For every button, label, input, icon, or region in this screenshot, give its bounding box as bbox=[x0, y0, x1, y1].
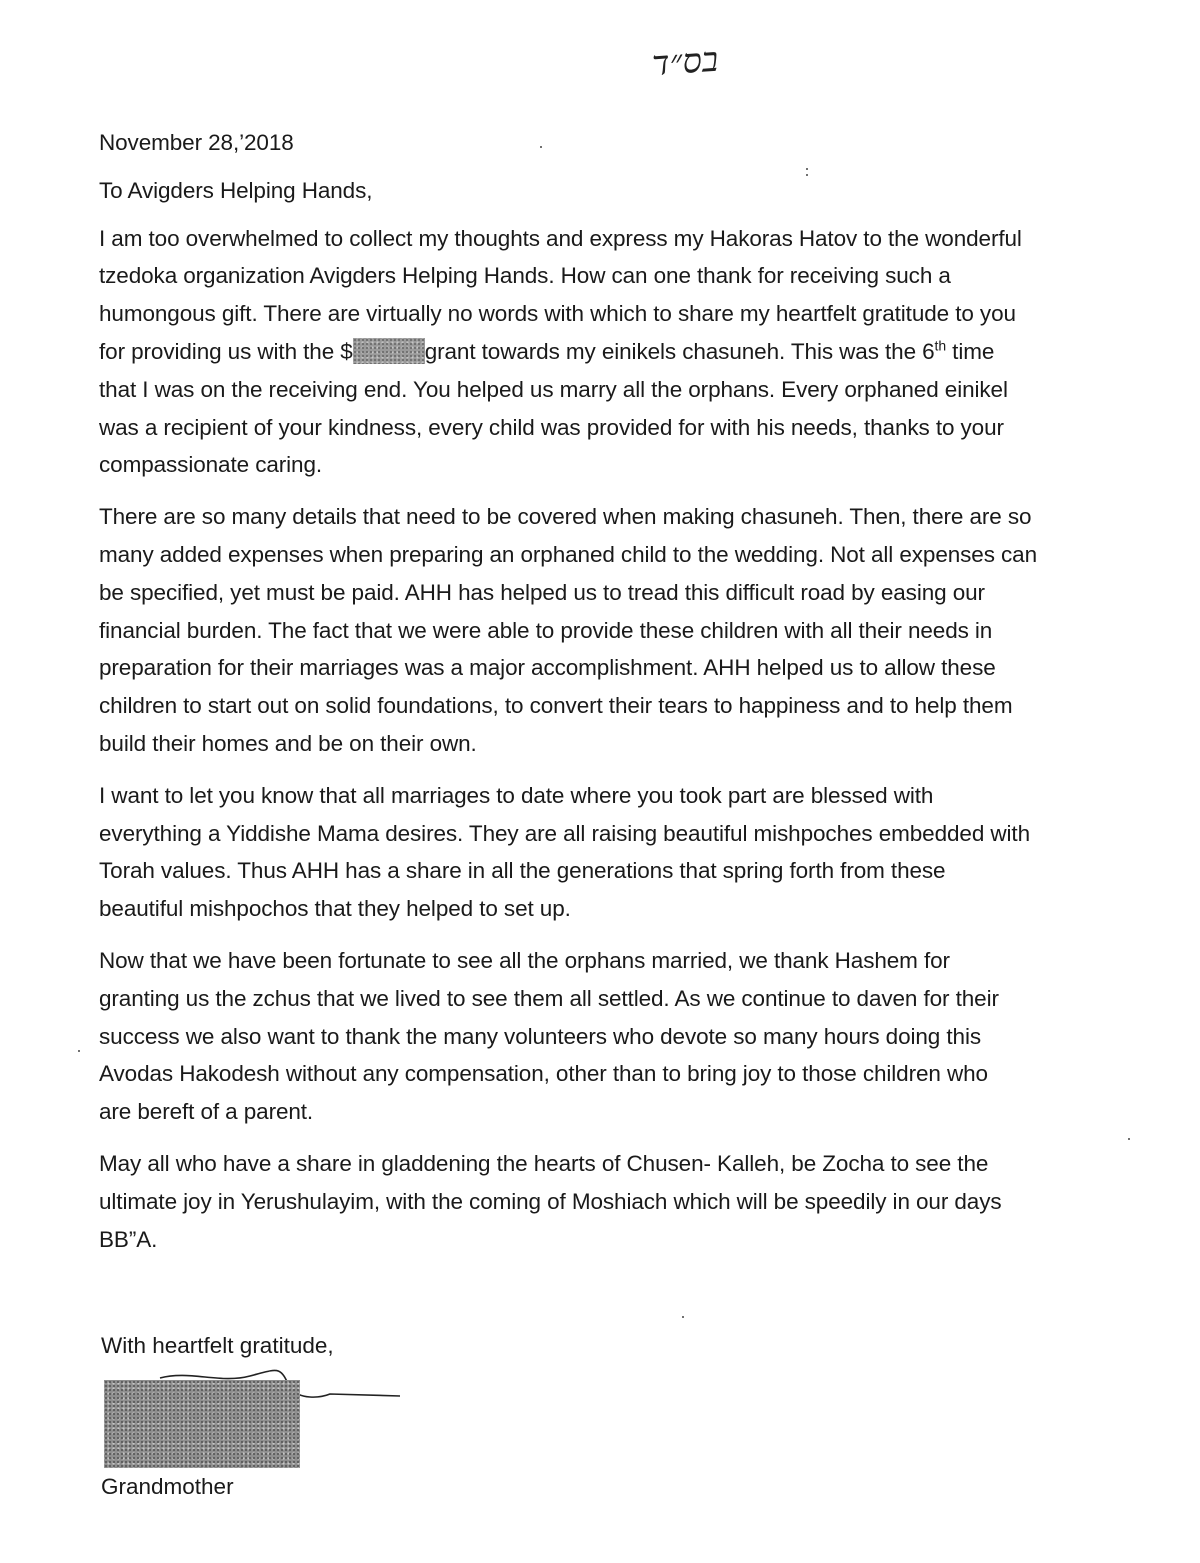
paragraph-line: beautiful mishpochos that they helped to set up. bbox=[99, 896, 571, 922]
paragraph-line: tzedoka organization Avigders Helping Hands. How can one thank for receiving such a bbox=[99, 263, 951, 289]
paragraph-line: ultimate joy in Yerushulayim, with the coming of Moshiach which will be speedily in our days bbox=[99, 1188, 1002, 1214]
paragraph-1 bbox=[99, 220, 1189, 485]
hebrew-header-mark: בס״ד bbox=[650, 39, 720, 85]
paragraph-line: Avodas Hakodesh without any compensation, other than to bring joy to those children who bbox=[99, 1061, 988, 1087]
letter-body bbox=[99, 124, 1189, 1258]
scan-speck bbox=[682, 1316, 684, 1318]
grant-text-after: grant towards my einikels chasuneh. This was the 6 bbox=[424, 338, 935, 364]
paragraph-line: I am too overwhelmed to collect my thoughts and express my Hakoras Hatov to the wonderful bbox=[99, 225, 1022, 251]
paragraph-4 bbox=[99, 942, 1189, 1131]
paragraph-line: are bereft of a parent. bbox=[99, 1099, 314, 1125]
ordinal-suffix: th bbox=[934, 337, 947, 354]
scan-speck bbox=[806, 174, 808, 176]
paragraph-line: success we also want to thank the many volunteers who devote so many hours doing this bbox=[99, 1023, 981, 1049]
paragraph-line: many added expenses when preparing an orphaned child to the wedding. Not all expenses can bbox=[99, 541, 1037, 567]
paragraph-line: Torah values. Thus AHH has a share in all the generations that spring forth from these bbox=[99, 858, 946, 884]
paragraph-line: I want to let you know that all marriages to date where you took part are blessed with bbox=[99, 782, 934, 808]
paragraph-line: granting us the zchus that we lived to see them all settled. As we continue to daven for their bbox=[99, 985, 999, 1011]
letter-salutation: To Avigders Helping Hands, bbox=[99, 177, 373, 203]
scan-speck bbox=[1128, 1138, 1130, 1140]
paragraph-line: financial burden. The fact that we were able to provide these children with all their needs in bbox=[99, 617, 993, 643]
paragraph-line: There are so many details that need to be covered when making chasuneh. Then, there are so bbox=[99, 504, 1032, 530]
paragraph-2 bbox=[99, 498, 1189, 763]
paragraph-line: was a recipient of your kindness, every child was provided for with his needs, thanks to your bbox=[99, 414, 1004, 440]
paragraph-line: BB”A. bbox=[99, 1226, 158, 1252]
paragraph-line: children to start out on solid foundations, to convert their tears to happiness and to help them bbox=[99, 693, 1013, 719]
scan-speck bbox=[540, 146, 542, 148]
grant-text-end: time bbox=[946, 338, 995, 364]
redacted-amount bbox=[353, 338, 425, 364]
paragraph-5 bbox=[99, 1145, 1189, 1258]
letter-date: November 28,’2018 bbox=[99, 130, 294, 155]
paragraph-line: build their homes and be on their own. bbox=[99, 730, 477, 756]
redacted-signature bbox=[104, 1380, 300, 1468]
scan-speck bbox=[78, 1050, 80, 1052]
paragraph-line: humongous gift. There are virtually no words with which to share my heartfelt gratitude to you bbox=[99, 301, 1016, 327]
grant-text-before: for providing us with the $ bbox=[99, 338, 353, 364]
paragraph-line: compassionate caring. bbox=[99, 452, 323, 478]
paragraph-line: Now that we have been fortunate to see all the orphans married, we thank Hashem for bbox=[99, 947, 950, 973]
letter-closing: With heartfelt gratitude, bbox=[101, 1333, 334, 1358]
signer-role: Grandmother bbox=[101, 1474, 234, 1499]
paragraph-line bbox=[99, 333, 1189, 371]
paragraph-line: May all who have a share in gladdening the hearts of Chusen- Kalleh, be Zocha to see the bbox=[99, 1150, 989, 1176]
scan-speck bbox=[806, 168, 808, 170]
paragraph-line: be specified, yet must be paid. AHH has helped us to tread this difficult road by easing our bbox=[99, 579, 985, 605]
paragraph-line: that I was on the receiving end. You helped us marry all the orphans. Every orphaned einikel bbox=[99, 376, 1008, 402]
paragraph-3 bbox=[99, 777, 1189, 928]
paragraph-line: everything a Yiddishe Mama desires. They are all raising beautiful mishpoches embedded with bbox=[99, 820, 1031, 846]
paragraph-line: preparation for their marriages was a major accomplishment. AHH helped us to allow these bbox=[99, 655, 996, 681]
